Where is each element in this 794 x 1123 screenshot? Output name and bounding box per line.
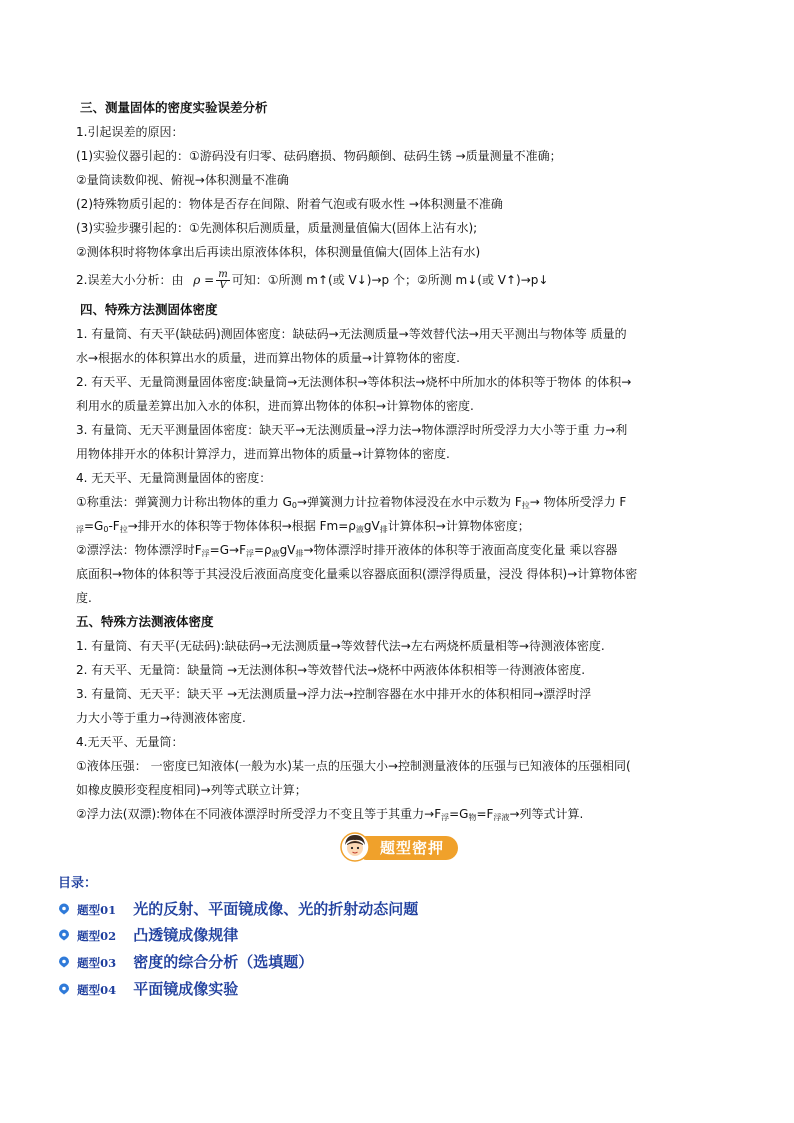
subscript: 排: [295, 549, 304, 558]
section5-line1: 1. 有量筒、有天平(无砝码):缺砝码→无法测质量→等效替代法→左右两烧杯质量相等→待测液体密度.: [76, 639, 605, 653]
section5-title: 五、特殊方法测液体密度: [76, 614, 214, 629]
floating-method-text: ②漂浮法：物体漂浮时F: [76, 543, 202, 557]
buoyancy-method-text: =F: [476, 807, 494, 821]
buoyancy-method-text: ②浮力法(双漂):物体在不同液体漂浮时所受浮力不变且等于其重力→F: [76, 807, 442, 821]
formula-text: -F: [108, 519, 120, 533]
section4-line4: 利用水的质量差算出加入水的体积，进而算出物体的体积→计算物体的密度.: [76, 399, 474, 413]
error-analysis-text: 可知：①所测 m↑(或 V↓)→p 个；②所测 m↓(或 V↑)→p↓: [231, 273, 549, 287]
section5-line8: [76, 806, 583, 822]
location-pin-icon: [58, 929, 70, 941]
section3-line2: (1)实验仪器引起的：①游码没有归零、砝码磨损、物码颠倒、砝码生锈 →质量测量不准确；: [76, 149, 562, 163]
section5-line6: ①液体压强： 一密度已知液体(一般为水)某一点的压强大小→控制测量液体的压强与已知液体的压强相同(: [76, 759, 631, 773]
section3-line7: [76, 270, 548, 291]
toc-item-02[interactable]: [58, 924, 238, 944]
subscript: 液: [355, 525, 364, 534]
subscript: 浮: [201, 549, 210, 558]
buoyancy-method-text: →列等式计算.: [509, 807, 584, 821]
section4-line11: 底面积→物体的体积等于其浸没后液面高度变化量乘以容器底面积(漂浮得质量，浸没 得体积)→计算物体密: [76, 567, 638, 581]
section4-line5: 3. 有量筒、无天平测量固体密度：缺天平→无法测质量→浮力法→物体漂浮时所受浮力大小等于重 力→利: [76, 423, 628, 437]
section4-line3: 2. 有天平、无量筒测量固体密度:缺量筒→无法测体积→等体积法→烧杯中所加水的体积等于物体 的体积→: [76, 375, 632, 389]
weighing-method-text: → 物体所受浮力 F: [529, 495, 627, 509]
section3-line1: 1.引起误差的原因：: [76, 125, 184, 139]
section4-line9: [76, 518, 530, 534]
buoyancy-method-text: =G: [449, 807, 469, 821]
location-pin-icon: [58, 983, 70, 995]
section5-line4: 力大小等于重力→待测液体密度.: [76, 711, 246, 725]
section4-line8: [76, 494, 626, 510]
subscript: 排: [379, 525, 388, 534]
floating-method-text: =G→F: [209, 543, 246, 557]
section4-line2: 水→根据水的体积算出水的质量，进而算出物体的质量→计算物体的密度.: [76, 351, 460, 365]
subscript: 拉: [119, 525, 128, 534]
weighing-method-text: ①称重法：弹簧测力计称出物体的重力 G: [76, 495, 292, 509]
student-avatar-icon: [340, 832, 370, 862]
formula-text: 计算体积→计算物体密度；: [387, 519, 530, 533]
section4-line1: 1. 有量筒、有天平(缺砝码)测固体密度：缺砝码→无法测质量→等效替代法→用天平测出与物体等 质量的: [76, 327, 627, 341]
floating-method-text: =ρ: [253, 543, 272, 557]
toc-title: 目录：: [58, 876, 98, 891]
question-type-banner: [340, 832, 460, 862]
floating-method-text: →物体漂浮时排开液体的体积等于液面高度变化量 乘以容器: [303, 543, 618, 557]
subscript: 浮: [441, 813, 450, 822]
formula-text: →排开水的体积等于物体体积→根据 Fm=ρ: [127, 519, 356, 533]
fraction-numerator: m: [218, 269, 228, 280]
weighing-method-text: →弹簧测力计拉着物体浸没在水中示数为 F: [296, 495, 522, 509]
toc-item-title: 密度的综合分析（选填题）: [133, 953, 314, 971]
toc-item-tag: 题型02: [77, 929, 117, 943]
location-pin-icon: [58, 903, 70, 915]
density-symbol: ρ =: [193, 273, 215, 287]
section4-line6: 用物体排开水的体积计算浮力，进而算出物体的质量→计算物体的密度.: [76, 447, 450, 461]
fraction-denominator: V: [219, 280, 227, 291]
toc-item-title: 平面镜成像实验: [133, 980, 239, 998]
floating-method-text: gV: [279, 543, 296, 557]
subscript: 浮: [76, 525, 84, 534]
subscript: 物: [468, 813, 477, 822]
toc-item-03[interactable]: [58, 951, 313, 971]
toc-item-01[interactable]: [58, 898, 418, 918]
toc-item-tag: 题型04: [77, 983, 117, 997]
formula-text: gV: [363, 519, 380, 533]
section4-title: 四、特殊方法测固体密度: [80, 302, 218, 317]
section3-line4: (2)特殊物质引起的：物体是否存在间隙、附着气泡或有吸水性 →体积测量不准确: [76, 197, 503, 211]
location-pin-icon: [58, 956, 70, 968]
section5-line7: 如橡皮膜形变程度相同)→列等式联立计算；: [76, 783, 307, 797]
section4-line10: [76, 542, 617, 558]
section5-line3: 3. 有量筒、无天平：缺天平 →无法测质量→浮力法→控制容器在水中排开水的体积相同→漂浮时浮: [76, 687, 592, 701]
toc-item-title: 光的反射、平面镜成像、光的折射动态问题: [133, 900, 419, 918]
section3-line5: (3)实验步骤引起的：①先测体积后测质量，质量测量值偏大(固体上沾有水);: [76, 221, 478, 235]
formula-text: =G: [84, 519, 104, 533]
subscript: 拉: [521, 501, 530, 510]
density-fraction: [216, 270, 229, 291]
section5-line5: 4.无天平、无量筒：: [76, 735, 184, 749]
toc-item-title: 凸透镜成像规律: [133, 926, 239, 944]
section4-line7: 4. 无天平、无量筒测量固体的密度：: [76, 471, 272, 485]
subscript: 液: [271, 549, 280, 558]
section3-line6: ②测体积时将物体拿出后再读出原液体体积，体积测量值偏大(固体上沾有水): [76, 245, 481, 259]
section3-line3: ②量筒读数仰视、俯视→体积测量不准确: [76, 173, 289, 187]
error-analysis-label: 2.误差大小分析：由: [76, 273, 184, 287]
section3-title: 三、测量固体的密度实验误差分析: [80, 100, 268, 115]
subscript: 浮液: [493, 813, 510, 822]
section4-line12: 度.: [76, 591, 92, 605]
subscript: 浮: [245, 549, 254, 558]
banner-pill: [362, 836, 458, 860]
banner-label: 题型密押: [380, 839, 445, 857]
subscript: 0: [103, 525, 109, 534]
toc-item-04[interactable]: [58, 978, 238, 998]
toc-item-tag: 题型01: [77, 903, 117, 917]
toc-item-tag: 题型03: [77, 956, 117, 970]
section5-line2: 2. 有天平、无量筒：缺量筒 →无法测体积→等效替代法→烧杯中两液体体积相等一待测液体密度.: [76, 663, 586, 677]
subscript: 0: [291, 501, 297, 510]
